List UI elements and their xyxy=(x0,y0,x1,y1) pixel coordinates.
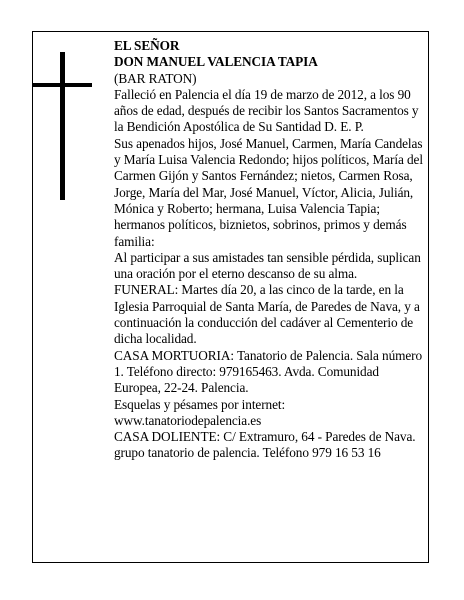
mortuary-info: CASA MORTUORIA: Tanatorio de Palencia. Sala número 1. Teléfono directo: 979165463. Avda. Comunidad Europea, 22-24. Palencia. xyxy=(114,347,423,396)
death-announcement: Falleció en Palencia el día 19 de marzo de 2012, a los 90 años de edad, después de recibir los Santos Sacramentos y la Bendición Apostólica de Su Santidad D. E. P. xyxy=(114,86,419,135)
condolences-label: Esquelas y pésames por internet: xyxy=(114,396,286,412)
cross-horizontal-bar xyxy=(32,83,92,87)
funeral-info: FUNERAL: Martes día 20, a las cinco de la tarde, en la Iglesia Parroquial de Santa María, de Paredes de Nava, y a continuación la conducción del cadáver al Cementerio de dicha localidad. xyxy=(114,282,420,347)
prayer-request: Al participar a sus amistades tan sensible pérdida, suplican una oración por el eterno descanso de su alma. xyxy=(114,249,421,282)
notice-title: EL SEÑOR xyxy=(114,38,180,53)
notice-text xyxy=(114,38,424,462)
deceased-alias: (BAR RATON) xyxy=(114,70,197,86)
cross-icon xyxy=(32,52,92,200)
cross-vertical-bar xyxy=(60,52,65,200)
condolences-link[interactable]: www.tanatoriodepalencia.es xyxy=(114,412,262,428)
grieving-house-info: CASA DOLIENTE: C/ Extramuro, 64 - Paredes de Nava. xyxy=(114,429,416,445)
deceased-name: DON MANUEL VALENCIA TAPIA xyxy=(114,54,318,70)
family-list: Sus apenados hijos, José Manuel, Carmen, María Candelas y María Luisa Valencia Redondo; hijos políticos, María del Carmen Gijón y Santos Fernández; nietos, Carmen Rosa, Jorge, María del Mar, José Manuel, Víctor, Alicia, Julián, Mónica y Roberto; hermana, Luisa Valencia Tapia; hermanos políticos, biznietos, sobrinos, primos y demás familia: xyxy=(114,135,423,249)
footer-info: grupo tanatorio de palencia. Teléfono 979 16 53 16 xyxy=(114,445,381,461)
